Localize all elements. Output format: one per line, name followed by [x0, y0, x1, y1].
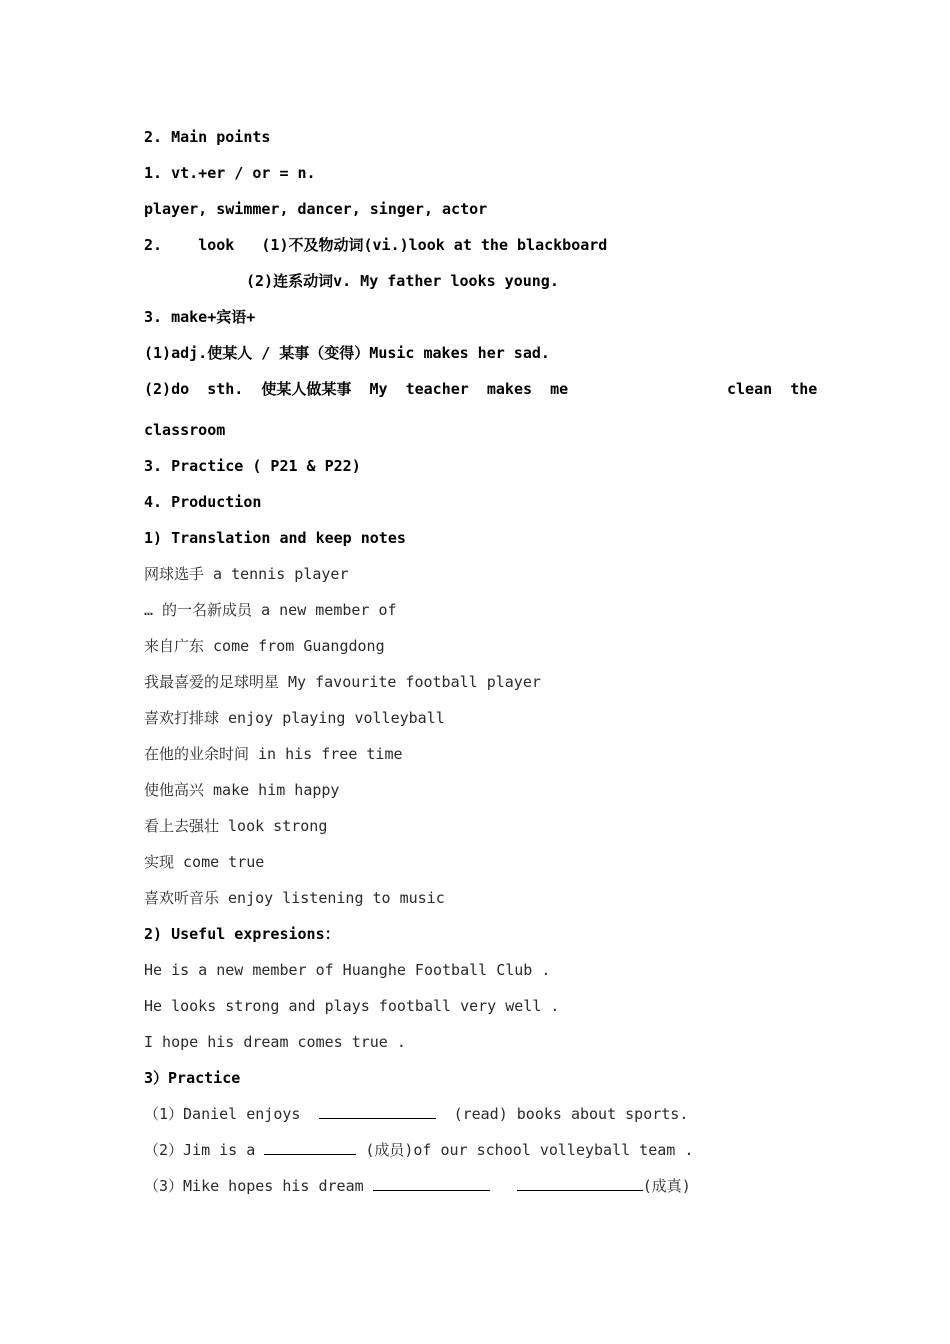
note-item: … 的一名新成员 a new member of	[144, 601, 397, 619]
point-2-number: 2.	[144, 236, 163, 254]
expression-item: He is a new member of Huanghe Football Club .	[144, 961, 551, 979]
exercise-1-hint: (read) books about sports.	[453, 1105, 689, 1123]
point-1-title: 1. vt.+er / or = n.	[144, 164, 316, 182]
point-3-sense-2-end: clean the	[727, 380, 818, 398]
section-production-title: 4. Production	[144, 493, 262, 511]
point-2-sense-1: (1)不及物动词(vi.)look at the blackboard	[261, 236, 608, 254]
exercise-2-blank[interactable]	[264, 1140, 356, 1155]
section-practice-title: 3. Practice ( P21 & P22)	[144, 457, 361, 475]
exercise-1	[144, 1104, 688, 1124]
note-item: 看上去强壮 look strong	[144, 817, 328, 835]
expression-item: I hope his dream comes true .	[144, 1033, 406, 1051]
point-2-sense-1-line	[144, 235, 607, 255]
point-3-sense-2-continued: classroom	[144, 421, 226, 439]
note-item: 实现 come true	[144, 853, 265, 871]
note-item: 我最喜爱的足球明星 My favourite football player	[144, 673, 541, 691]
exercise-1-blank[interactable]	[319, 1104, 436, 1119]
exercise-3-blank-1[interactable]	[373, 1176, 490, 1191]
exercise-2-hint: (成员)of our school volleyball team .	[365, 1141, 694, 1159]
exercise-2	[144, 1140, 693, 1160]
point-3-sense-1: (1)adj.使某人 / 某事（变得）Music makes her sad.	[144, 344, 550, 362]
note-item: 在他的业余时间 in his free time	[144, 745, 403, 763]
point-3-sense-2: (2)do sth. 使某人做某事 My teacher makes me	[144, 380, 569, 398]
translation-notes-title: 1) Translation and keep notes	[144, 529, 406, 547]
exercise-3-blank-2[interactable]	[517, 1176, 643, 1191]
point-2-word: look	[198, 236, 235, 254]
practice-exercises-title: 3）Practice	[144, 1069, 241, 1087]
note-item: 使他高兴 make him happy	[144, 781, 340, 799]
note-item: 来自广东 come from Guangdong	[144, 637, 385, 655]
exercise-2-prompt: （2）Jim is a	[144, 1141, 256, 1159]
exercise-3-prompt: （3）Mike hopes his dream	[144, 1177, 364, 1195]
note-item: 喜欢打排球 enjoy playing volleyball	[144, 709, 445, 727]
point-2-sense-2: (2)连系动词v. My father looks young.	[246, 272, 559, 290]
exercise-1-prompt: （1）Daniel enjoys	[144, 1105, 301, 1123]
useful-expressions-title: 2) Useful expresions：	[144, 925, 340, 943]
note-item: 喜欢听音乐 enjoy listening to music	[144, 889, 445, 907]
exercise-3	[144, 1176, 691, 1196]
note-item: 网球选手 a tennis player	[144, 565, 349, 583]
section-main-points-title: 2. Main points	[144, 128, 271, 146]
point-1-examples: player, swimmer, dancer, singer, actor	[144, 200, 488, 218]
point-3-title: 3. make+宾语+	[144, 308, 256, 326]
exercise-3-hint: (成真)	[642, 1177, 691, 1195]
expression-item: He looks strong and plays football very well .	[144, 997, 560, 1015]
